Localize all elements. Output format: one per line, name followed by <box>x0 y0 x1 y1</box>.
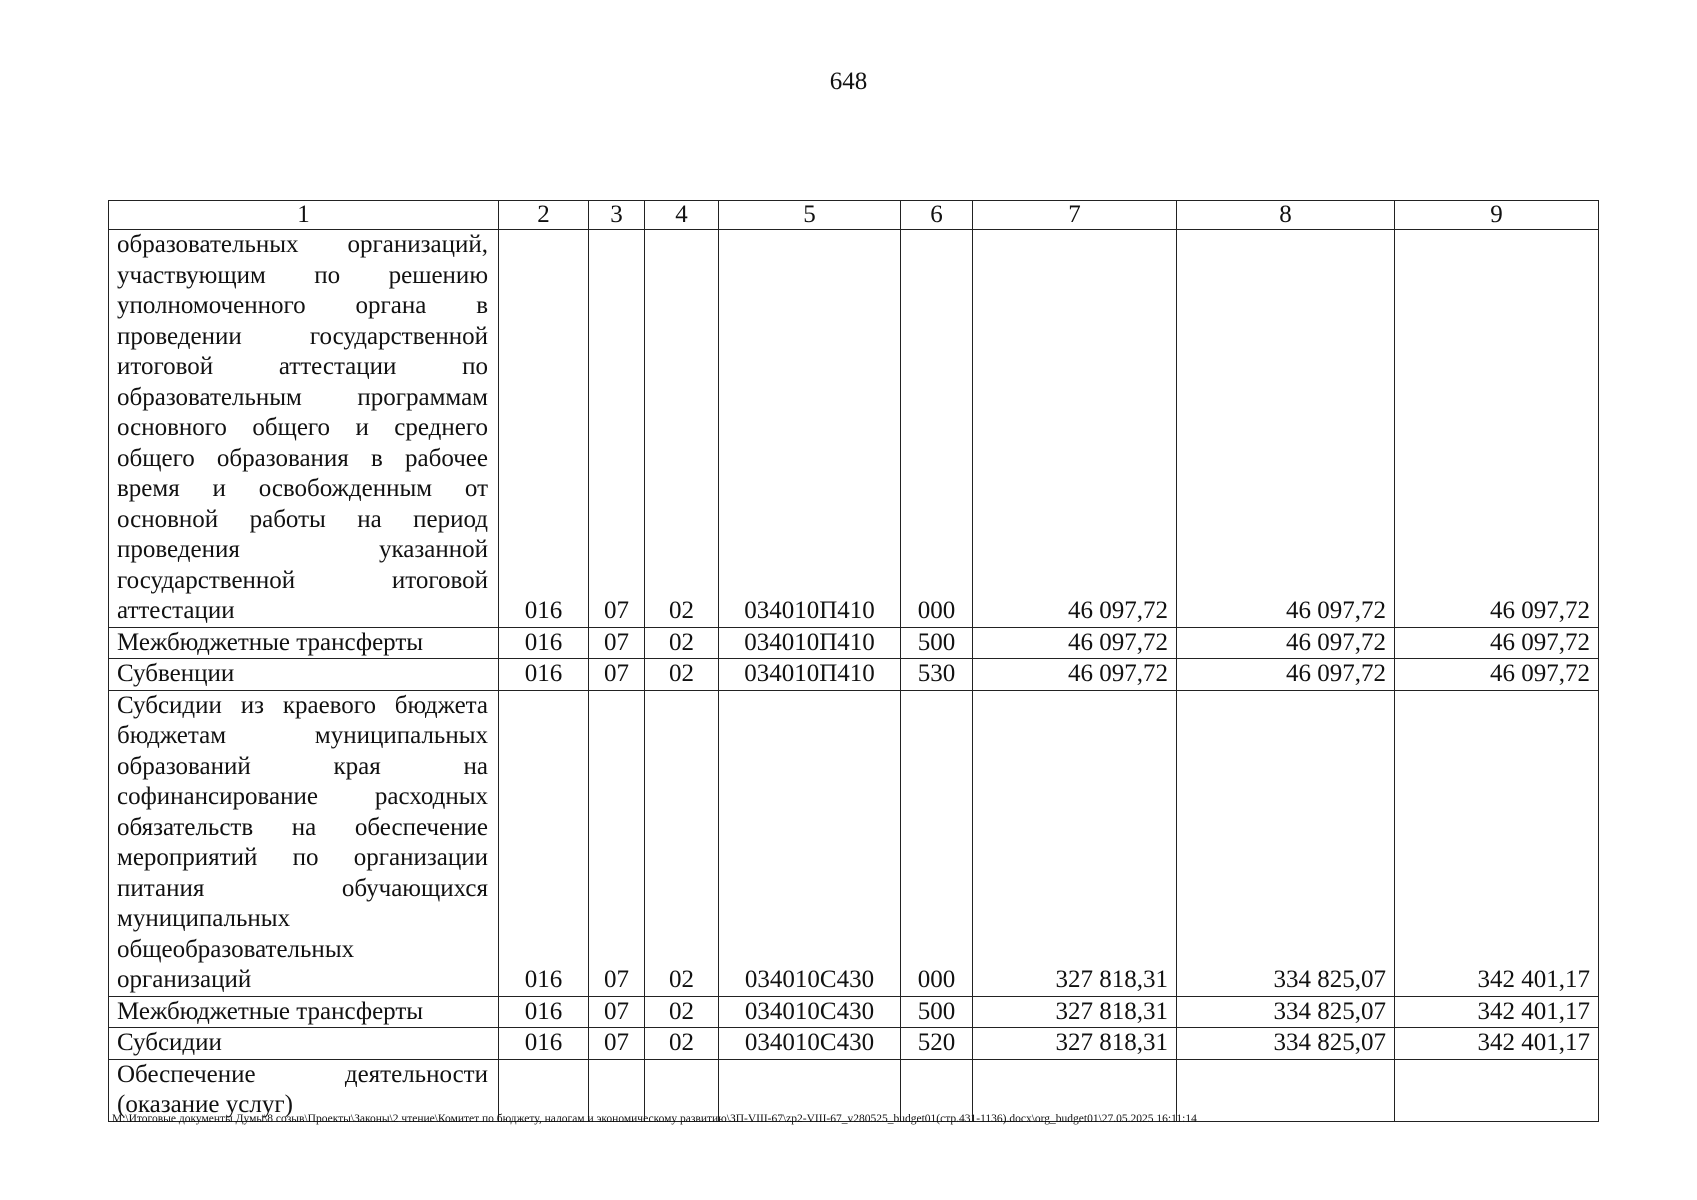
budget-table <box>108 200 1599 1122</box>
cell-amount-8 <box>1177 1059 1395 1121</box>
cell-admin-code: 016 <box>499 627 589 659</box>
cell-admin-code: 016 <box>499 690 589 996</box>
cell-target-article: 034010С430 <box>719 996 901 1028</box>
cell-amount-9: 46 097,72 <box>1395 659 1599 691</box>
cell-amount-8: 46 097,72 <box>1177 230 1395 628</box>
cell-subsection: 02 <box>645 690 719 996</box>
cell-section <box>589 1059 645 1121</box>
cell-amount-8: 46 097,72 <box>1177 627 1395 659</box>
cell-section: 07 <box>589 627 645 659</box>
page-number: 648 <box>829 68 868 95</box>
table-row <box>109 659 1599 691</box>
cell-subsection: 02 <box>645 1028 719 1060</box>
header-col-5: 5 <box>719 201 901 230</box>
cell-expense-type: 500 <box>901 996 973 1028</box>
cell-amount-9: 46 097,72 <box>1395 230 1599 628</box>
cell-target-article: 034010П410 <box>719 627 901 659</box>
cell-amount-8: 334 825,07 <box>1177 996 1395 1028</box>
header-row <box>109 201 1599 230</box>
cell-amount-9: 342 401,17 <box>1395 996 1599 1028</box>
table-row <box>109 1059 1599 1121</box>
cell-target-article: 034010П410 <box>719 659 901 691</box>
cell-subsection: 02 <box>645 996 719 1028</box>
cell-expense-type <box>901 1059 973 1121</box>
table-row <box>109 690 1599 996</box>
row-name: Межбюджетные трансферты <box>109 996 499 1028</box>
row-name: Субсидии <box>109 1028 499 1060</box>
cell-expense-type: 500 <box>901 627 973 659</box>
row-name: Межбюджетные трансферты <box>109 627 499 659</box>
cell-amount-7: 327 818,31 <box>973 1028 1177 1060</box>
header-col-6: 6 <box>901 201 973 230</box>
table-row <box>109 996 1599 1028</box>
cell-amount-9: 342 401,17 <box>1395 1028 1599 1060</box>
header-col-9: 9 <box>1395 201 1599 230</box>
cell-admin-code: 016 <box>499 230 589 628</box>
cell-amount-8: 46 097,72 <box>1177 659 1395 691</box>
cell-expense-type: 000 <box>901 690 973 996</box>
cell-target-article: 034010С430 <box>719 690 901 996</box>
header-col-4: 4 <box>645 201 719 230</box>
header-col-7: 7 <box>973 201 1177 230</box>
header-col-1: 1 <box>109 201 499 230</box>
table-row <box>109 627 1599 659</box>
cell-section: 07 <box>589 996 645 1028</box>
cell-target-article: 034010С430 <box>719 1028 901 1060</box>
cell-expense-type: 000 <box>901 230 973 628</box>
cell-admin-code <box>499 1059 589 1121</box>
row-name: образовательных организаций, участвующим по решению уполномоченного органа в проведении государственной итоговой аттестации по образовательным программам основного общего и среднего общего образования в рабочее время и освобожденным от основной работы на период проведения указанной государственной итоговой аттестации <box>109 230 499 628</box>
header-col-2: 2 <box>499 201 589 230</box>
header-col-3: 3 <box>589 201 645 230</box>
cell-admin-code: 016 <box>499 1028 589 1060</box>
table-row <box>109 230 1599 628</box>
cell-amount-7: 46 097,72 <box>973 659 1177 691</box>
cell-amount-8: 334 825,07 <box>1177 1028 1395 1060</box>
cell-amount-7: 46 097,72 <box>973 230 1177 628</box>
cell-section: 07 <box>589 1028 645 1060</box>
cell-amount-7: 327 818,31 <box>973 996 1177 1028</box>
cell-subsection <box>645 1059 719 1121</box>
cell-section: 07 <box>589 690 645 996</box>
cell-subsection: 02 <box>645 230 719 628</box>
row-name: Субсидии из краевого бюджета бюджетам муниципальных образований края на софинансирование расходных обязательств на обеспечение мероприятий по организации питания обучающихся муниципальных общеобразовательных организаций <box>109 690 499 996</box>
cell-subsection: 02 <box>645 627 719 659</box>
cell-amount-9: 46 097,72 <box>1395 627 1599 659</box>
cell-target-article <box>719 1059 901 1121</box>
footer-file-path: M:\Итоговые документы Думы\8 созыв\Проекты\Законы\2 чтение\Комитет по бюджету, налогам и экономическому развитию\ЗП-VIII-67\zp2-VIII-67_v280525_budget01(стр.431-1136).docx\org_budget01\27.05.2025 16:11:14 <box>112 1113 1197 1125</box>
cell-amount-7: 327 818,31 <box>973 690 1177 996</box>
cell-admin-code: 016 <box>499 996 589 1028</box>
row-name: Субвенции <box>109 659 499 691</box>
cell-expense-type: 520 <box>901 1028 973 1060</box>
cell-amount-8: 334 825,07 <box>1177 690 1395 996</box>
header-col-8: 8 <box>1177 201 1395 230</box>
cell-amount-7 <box>973 1059 1177 1121</box>
cell-amount-7: 46 097,72 <box>973 627 1177 659</box>
cell-expense-type: 530 <box>901 659 973 691</box>
cell-subsection: 02 <box>645 659 719 691</box>
cell-section: 07 <box>589 659 645 691</box>
table-row <box>109 1028 1599 1060</box>
cell-target-article: 034010П410 <box>719 230 901 628</box>
cell-amount-9 <box>1395 1059 1599 1121</box>
cell-section: 07 <box>589 230 645 628</box>
row-name: Обеспечение деятельности (оказание услуг) <box>109 1059 499 1121</box>
cell-admin-code: 016 <box>499 659 589 691</box>
cell-amount-9: 342 401,17 <box>1395 690 1599 996</box>
